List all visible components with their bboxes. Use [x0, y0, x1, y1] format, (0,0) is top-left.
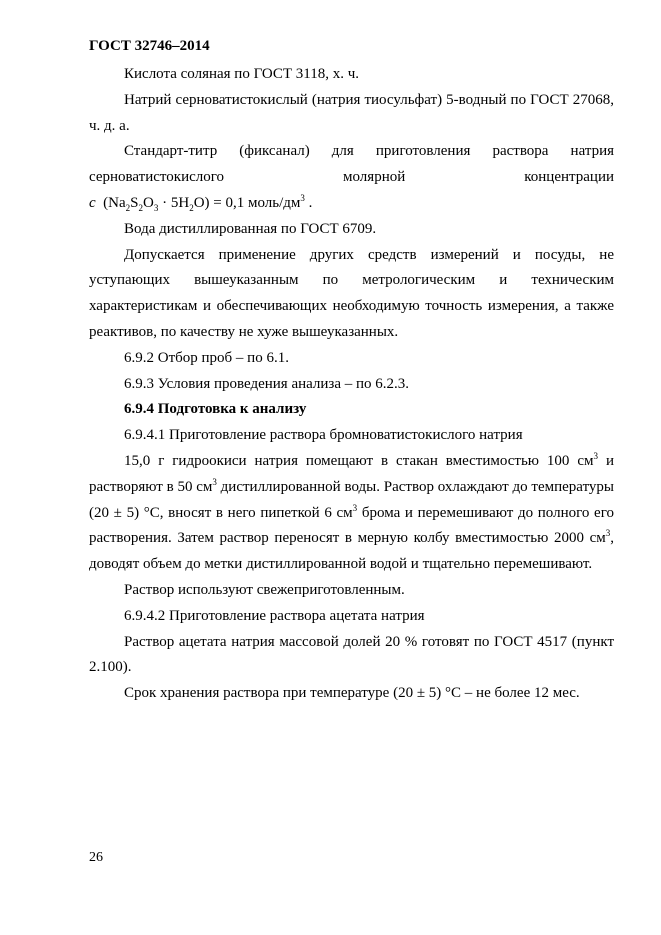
paragraph-hydrochloric-acid: Кислота соляная по ГОСТ 3118, х. ч. [124, 66, 360, 82]
paragraph-alternatives: Допускается применение других средств измерений и посуды, не уступающих вышеуказанным по метрологическим и техническим характеристикам и обеспечивающих необходимую точность измерения, а также реактивов, по качеству не хуже вышеуказанных. [89, 246, 614, 340]
text-run: 15,0 г гидроокиси натрия помещают в стакан вместимостью 100 см [124, 452, 594, 469]
formula-part: . [304, 194, 313, 211]
paragraph-section-6-9-3: 6.9.3 Условия проведения анализа – по 6.2.3. [124, 375, 410, 392]
text-run: , доводят объем до метки дистиллированной водой и тщательно перемешивают. [89, 530, 614, 573]
page-number: 26 [89, 850, 103, 865]
formula-part: S [130, 194, 139, 211]
formula-sup: 3 [300, 192, 305, 203]
text-run: и растворяют в 50 см [89, 452, 614, 495]
formula-sub: 3 [153, 202, 159, 213]
paragraph-section-6-9-4-2: 6.9.4.2 Приготовление раствора ацетата натрия [124, 607, 425, 624]
paragraph-section-6-9-4-1: 6.9.4.1 Приготовление раствора бромноватистокислого натрия [124, 427, 523, 444]
text-run: дистиллированной воды. Раствор охлаждают до температуры (20 ± 5) °С, вносят в него пипеткой 6 см [89, 478, 615, 521]
formula-sub: 2 [189, 202, 194, 213]
formula-sub: 2 [125, 202, 131, 213]
formula-sub: 2 [138, 202, 144, 213]
paragraph-fresh-solution: Раствор используют свежеприготовленным. [124, 581, 405, 598]
paragraph-storage-period: Срок хранения раствора при температуре (20 ± 5) °С – не более 12 мес. [124, 685, 580, 702]
text-run: брома и перемешивают до полного его растворения. Затем раствор переносят в мерную колбу вместимостью 2000 см [89, 504, 614, 547]
paragraph-sodium-thiosulfate: Натрий серноватистокислый (натрия тиосульфат) 5-водный по ГОСТ 27068, ч. д. а. [89, 91, 614, 134]
section-heading-6-9-4: 6.9.4 Подготовка к анализу [124, 401, 307, 418]
paragraph-acetate-preparation: Раствор ацетата натрия массовой долей 20 % готовят по ГОСТ 4517 (пункт 2.100). [89, 633, 614, 676]
paragraph-standard-titr: Стандарт-титр (фиксанал) для приготовления раствора натрия серноватистокислого молярной концентрации [89, 143, 614, 186]
paragraph-distilled-water: Вода дистиллированная по ГОСТ 6709. [124, 220, 377, 237]
formula-symbol-c: c [89, 194, 96, 211]
paragraph-section-6-9-2: 6.9.2 Отбор проб – по 6.1. [124, 349, 289, 366]
formula-part: O) = 0,1 моль/дм [193, 194, 301, 211]
formula-part: (Na [103, 194, 126, 211]
document-body [89, 62, 614, 707]
superscript: 3 [605, 528, 611, 539]
formula-part: O [143, 194, 154, 211]
formula-part: · 5H [158, 194, 190, 211]
superscript: 3 [352, 502, 358, 513]
superscript: 3 [212, 476, 217, 487]
superscript: 3 [593, 450, 599, 461]
paragraph-hypobromite-preparation [89, 449, 614, 578]
document-header: ГОСТ 32746–2014 [89, 38, 210, 54]
formula-concentration [89, 191, 614, 217]
